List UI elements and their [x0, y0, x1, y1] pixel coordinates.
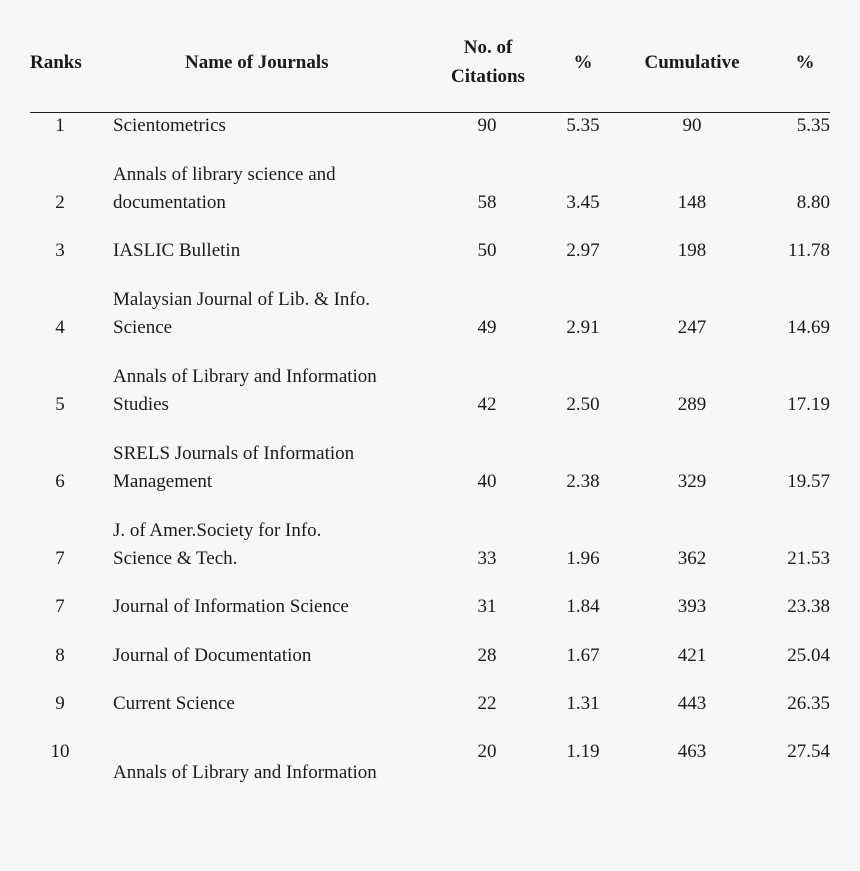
percent-cell: 2.50 [566, 394, 600, 415]
percent-cell: 2.97 [566, 240, 600, 261]
cumulative-percent-cell: 25.04 [787, 645, 830, 666]
journal-name-line: Annals of Library and Information [113, 365, 377, 387]
rank-cell: 9 [55, 693, 65, 714]
journal-name-line: Science [113, 317, 173, 338]
citations-cell: 40 [477, 471, 497, 492]
journal-name-line: Journal of Information Science [113, 596, 349, 617]
cumulative-cell: 148 [677, 192, 707, 213]
journal-name-line: Annals of library science and [113, 163, 336, 185]
journal-name-line: Journal of Documentation [113, 645, 312, 666]
rank-cell: 3 [55, 240, 65, 261]
citations-cell: 33 [477, 548, 497, 569]
rank-cell: 6 [55, 471, 65, 492]
cumulative-cell: 421 [677, 645, 707, 666]
cumulative-percent-cell: 8.80 [796, 192, 830, 213]
percent-cell: 2.91 [566, 317, 600, 338]
cumulative-cell: 329 [677, 471, 707, 492]
journal-name-line: Studies [113, 394, 169, 415]
percent-cell: 1.19 [566, 741, 600, 762]
cumulative-cell: 443 [677, 693, 707, 714]
percent-cell: 5.35 [566, 115, 600, 136]
percent-cell: 2.38 [566, 471, 600, 492]
rank-cell: 7 [55, 596, 65, 617]
citations-cell: 58 [477, 192, 497, 213]
header-percent: % [573, 52, 593, 73]
rank-cell: 5 [55, 394, 65, 415]
cumulative-percent-cell: 26.35 [787, 693, 830, 714]
citations-cell: 49 [477, 317, 497, 338]
journal-name-line: SRELS Journals of Information [113, 442, 355, 464]
rank-cell: 1 [55, 115, 65, 136]
rank-cell: 4 [55, 317, 65, 338]
journal-name-line: Malaysian Journal of Lib. & Info. [113, 288, 370, 310]
percent-cell: 1.96 [566, 548, 600, 569]
header-citations-line2: Citations [451, 66, 525, 87]
citations-cell: 90 [477, 115, 497, 136]
cumulative-percent-cell: 5.35 [796, 115, 830, 136]
citations-cell: 22 [477, 693, 497, 714]
journal-name-line: IASLIC Bulletin [113, 240, 241, 261]
cumulative-percent-cell: 17.19 [787, 394, 830, 415]
header-cumulative-percent: % [795, 52, 815, 73]
percent-cell: 1.31 [566, 693, 600, 714]
cumulative-cell: 393 [677, 596, 707, 617]
header-citations-line1: No. of [463, 37, 513, 58]
journal-name-line: Annals of Library and Information [113, 762, 377, 783]
cumulative-cell: 198 [677, 240, 707, 261]
rank-cell: 2 [55, 192, 65, 213]
header-ranks: Ranks [30, 52, 82, 73]
cumulative-cell: 289 [677, 394, 707, 415]
journal-name-line: Management [113, 471, 213, 492]
percent-cell: 3.45 [566, 192, 600, 213]
percent-cell: 1.84 [566, 596, 600, 617]
cumulative-percent-cell: 21.53 [787, 548, 830, 569]
cumulative-percent-cell: 23.38 [787, 596, 830, 617]
rank-cell: 10 [50, 741, 70, 762]
citations-cell: 20 [477, 741, 497, 762]
citations-cell: 50 [477, 240, 497, 261]
journal-name-line: Science & Tech. [113, 548, 238, 569]
header-cumulative: Cumulative [644, 52, 740, 73]
citations-cell: 42 [477, 394, 497, 415]
cumulative-cell: 90 [682, 115, 702, 136]
journal-name-line: Current Science [113, 693, 235, 714]
cumulative-percent-cell: 19.57 [787, 471, 830, 492]
journal-name-line: documentation [113, 192, 226, 213]
rank-cell: 8 [55, 645, 65, 666]
cumulative-cell: 362 [677, 548, 707, 569]
journal-name-line: Scientometrics [113, 115, 226, 136]
cumulative-percent-cell: 14.69 [787, 317, 830, 338]
cumulative-cell: 463 [677, 741, 707, 762]
journal-name-line: J. of Amer.Society for Info. [113, 519, 322, 541]
percent-cell: 1.67 [566, 645, 600, 666]
cumulative-percent-cell: 27.54 [787, 741, 830, 762]
cumulative-percent-cell: 11.78 [787, 240, 830, 261]
cumulative-cell: 247 [677, 317, 707, 338]
header-journal-name: Name of Journals [185, 52, 329, 73]
citations-cell: 31 [477, 596, 497, 617]
rank-cell: 7 [55, 548, 65, 569]
citations-cell: 28 [477, 645, 497, 666]
